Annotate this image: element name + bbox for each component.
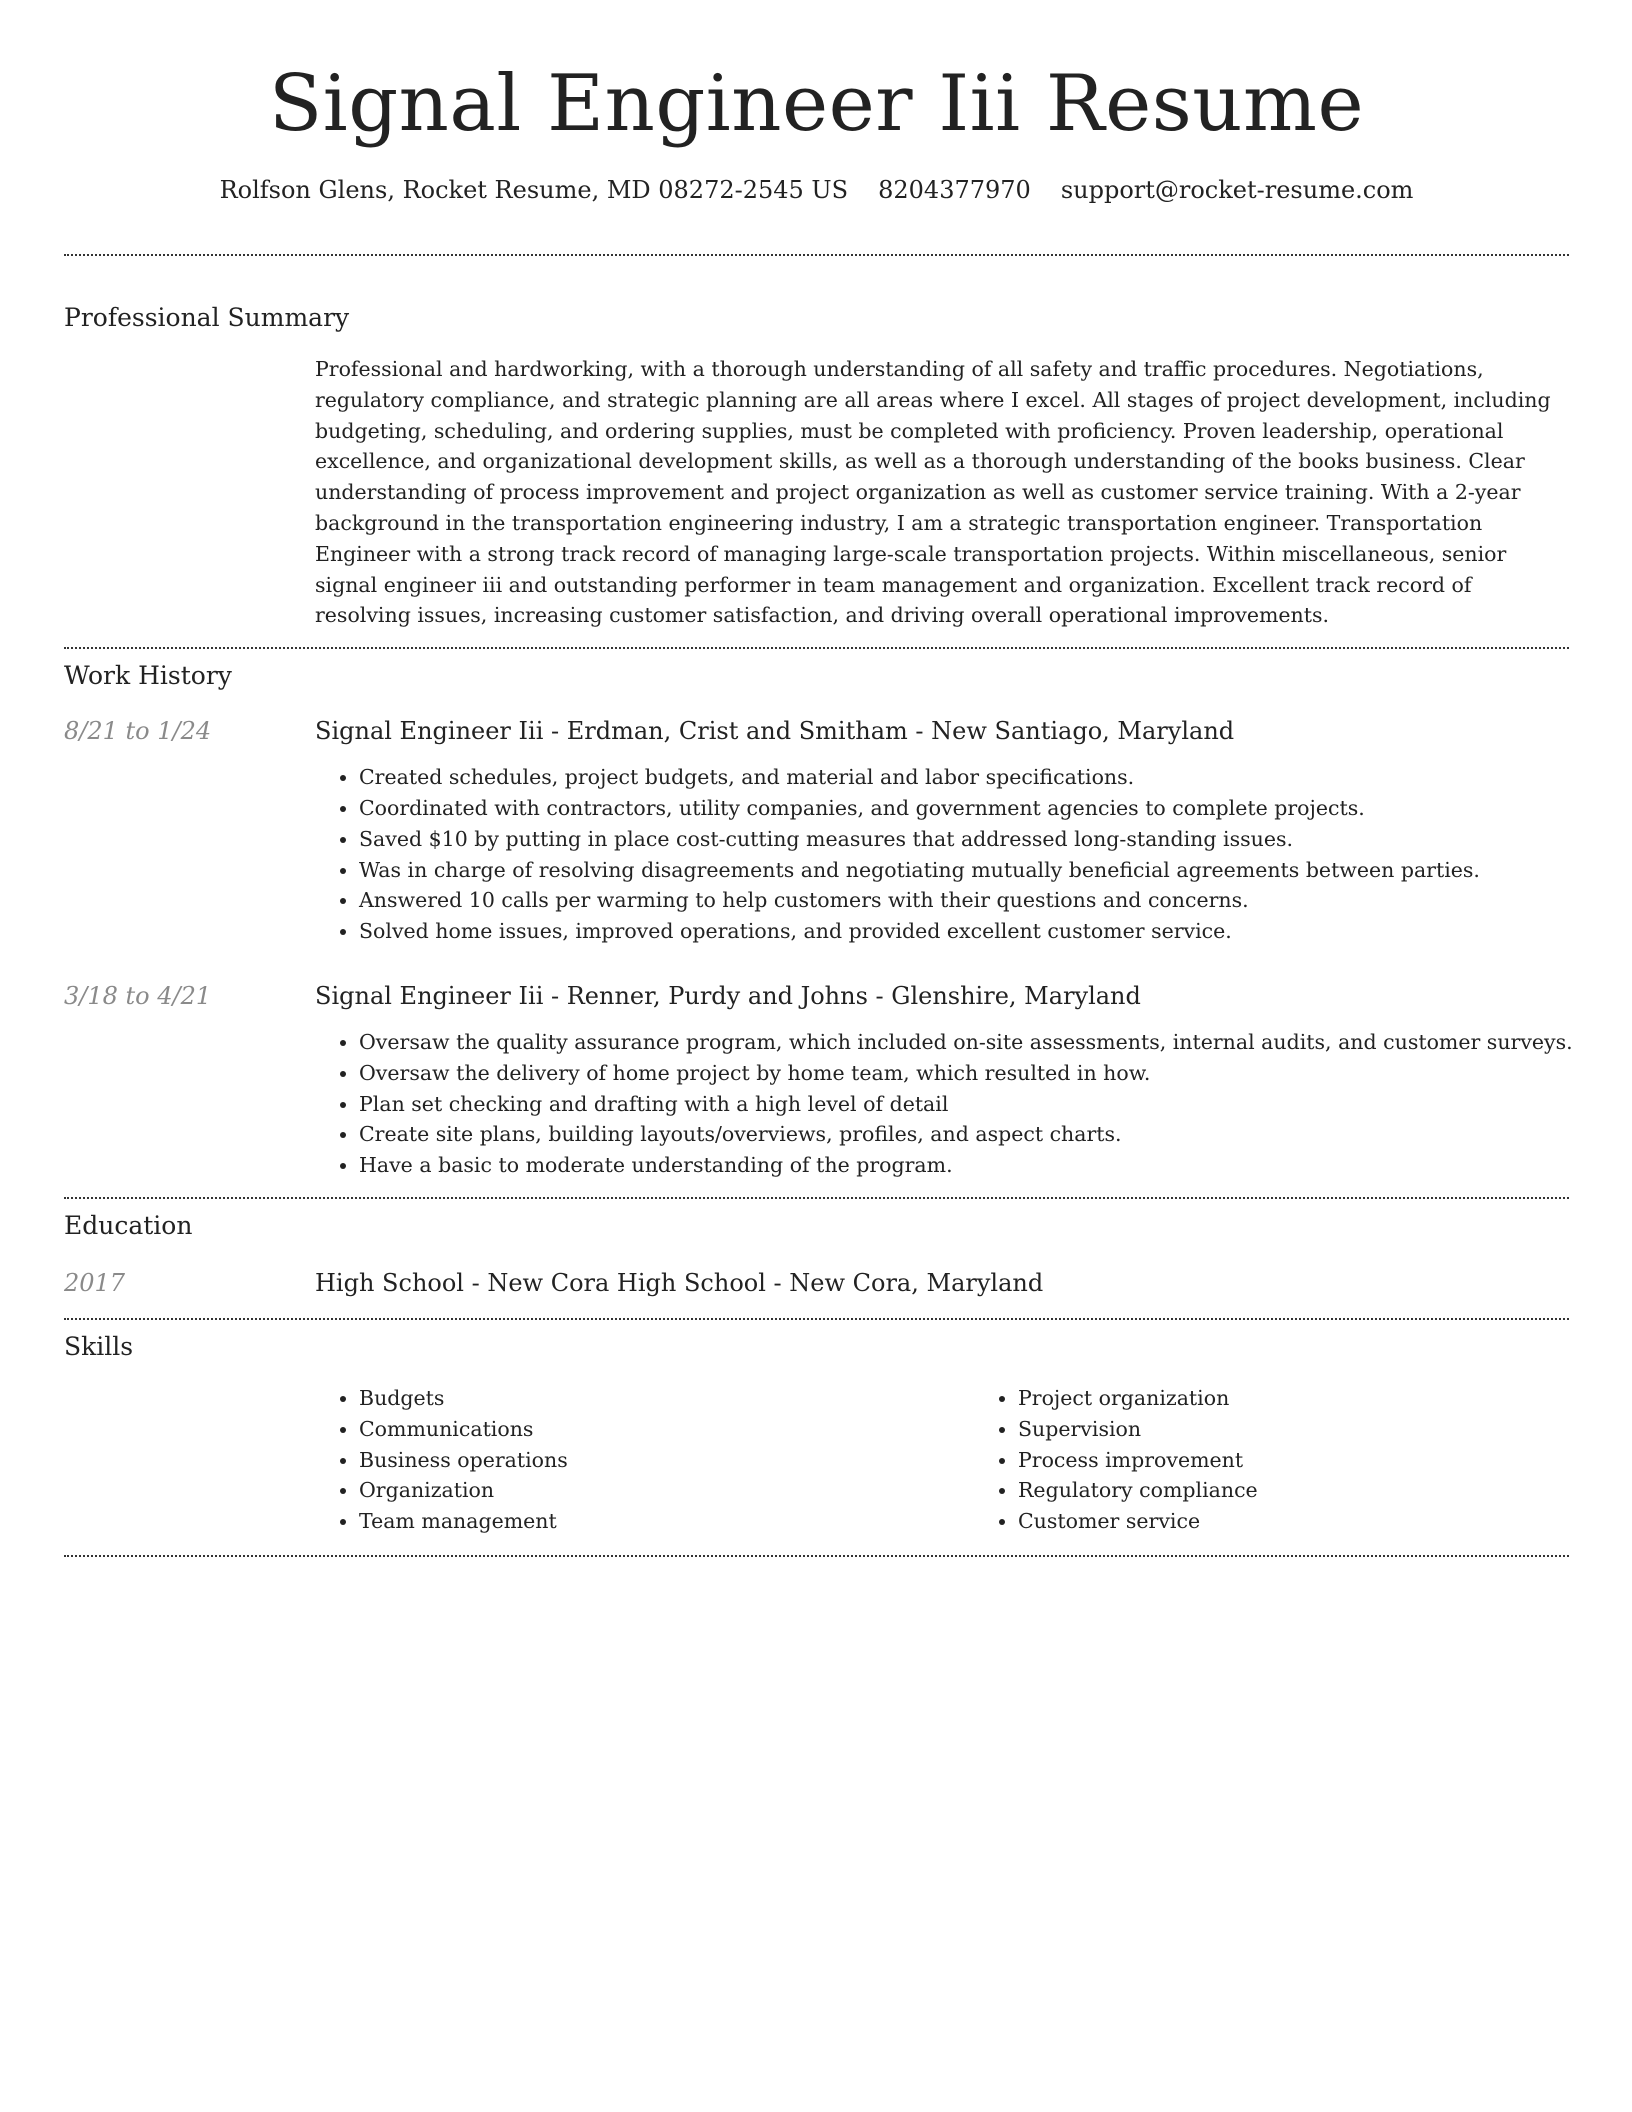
skill-item: • Regulatory compliance [1018,1475,1632,1506]
job-bullets [315,1027,1573,1181]
job-dates: 3/18 to 4/21 [64,981,212,1010]
skill-item: • Business operations [359,1445,974,1476]
resume-page [64,0,1573,1557]
skills-column-left [315,1383,974,1537]
skill-item: • Organization [359,1475,974,1506]
skill-item: • Project organization [1018,1383,1632,1414]
skills-list [315,1383,1569,1537]
divider [64,1197,1569,1199]
divider [64,254,1569,256]
section-title-education: Education [64,1210,193,1240]
job-bullet: • Answered 10 calls per warming to help customers with their questions and concerns. [359,885,1569,916]
education-year: 2017 [64,1268,126,1297]
job-bullet: • Was in charge of resolving disagreements and negotiating mutually beneficial agreements between parties. [359,855,1569,886]
resume-title: Signal Engineer Iii Resume [268,59,1365,149]
job-heading: Signal Engineer Iii - Erdman, Crist and Smitham - New Santiago, Maryland [315,717,1235,746]
summary-text: Professional and hardworking, with a thorough understanding of all safety and traffic procedures. Negotiations, regulatory compliance, and strategic planning are all areas where I excel. All stages of project development, including budgeting, scheduling, and ordering supplies, must be completed with proficiency. Proven leadership, operational excellence, and organizational development skills, as well as a thorough understanding of the books business. Clear understanding of process improvement and project organization as well as customer service training. With a 2-year background in the transportation engineering industry, I am a strategic transportation engineer. Transportation Engineer with a strong track record of managing large-scale transportation projects. Within miscellaneous, senior signal engineer iii and outstanding performer in team management and organization. Excellent track record of resolving issues, increasing customer satisfaction, and driving overall operational improvements. [315,357,1551,628]
job-entry [64,714,1569,947]
section-title-skills: Skills [64,1331,134,1361]
job-bullet: • Plan set checking and drafting with a high level of detail [359,1089,1569,1120]
contact-phone: 8204377970 [878,176,1031,204]
job-bullets [315,762,1569,947]
skills-row [64,1383,1569,1537]
contact-email: support@rocket-resume.com [1060,176,1414,204]
job-dates: 8/21 to 1/24 [64,717,212,746]
job-bullet: • Saved $10 by putting in place cost-cutting measures that addressed long-standing issues. [359,824,1569,855]
job-bullet: • Created schedules, project budgets, and material and labor specifications. [359,762,1569,793]
section-title-summary: Professional Summary [64,303,350,332]
divider [64,1555,1569,1557]
divider [64,1318,1569,1320]
job-bullet: • Oversaw the quality assurance program, which included on-site assessments, internal audits, and customer surveys. [359,1027,1569,1058]
education-heading: High School - New Cora High School - New Cora, Maryland [315,1268,1044,1297]
job-bullet: • Solved home issues, improved operations, and provided excellent customer service. [359,916,1569,947]
job-bullet: • Have a basic to moderate understanding of the program. [359,1150,1569,1181]
skill-item: • Supervision [1018,1414,1632,1445]
divider [64,647,1569,649]
job-heading: Signal Engineer Iii - Renner, Purdy and Johns - Glenshire, Maryland [315,981,1141,1010]
skill-item: • Communications [359,1414,974,1445]
job-bullet: • Create site plans, building layouts/overviews, profiles, and aspect charts. [359,1119,1569,1150]
contact-line [64,172,1569,208]
skill-item: • Customer service [1018,1506,1632,1537]
skill-item: • Process improvement [1018,1445,1632,1476]
skill-item: • Team management [359,1506,974,1537]
summary-row [64,354,1569,631]
job-entry [64,979,1573,1181]
contact-address: Rolfson Glens, Rocket Resume, MD 08272-2545 US [219,176,849,204]
education-entry [64,1266,1569,1300]
section-title-work: Work History [64,661,232,691]
job-bullet: • Coordinated with contractors, utility companies, and government agencies to complete projects. [359,793,1569,824]
skill-item: • Budgets [359,1383,974,1414]
job-bullet: • Oversaw the delivery of home project by home team, which resulted in how. [359,1058,1569,1089]
skills-column-right [974,1383,1632,1537]
